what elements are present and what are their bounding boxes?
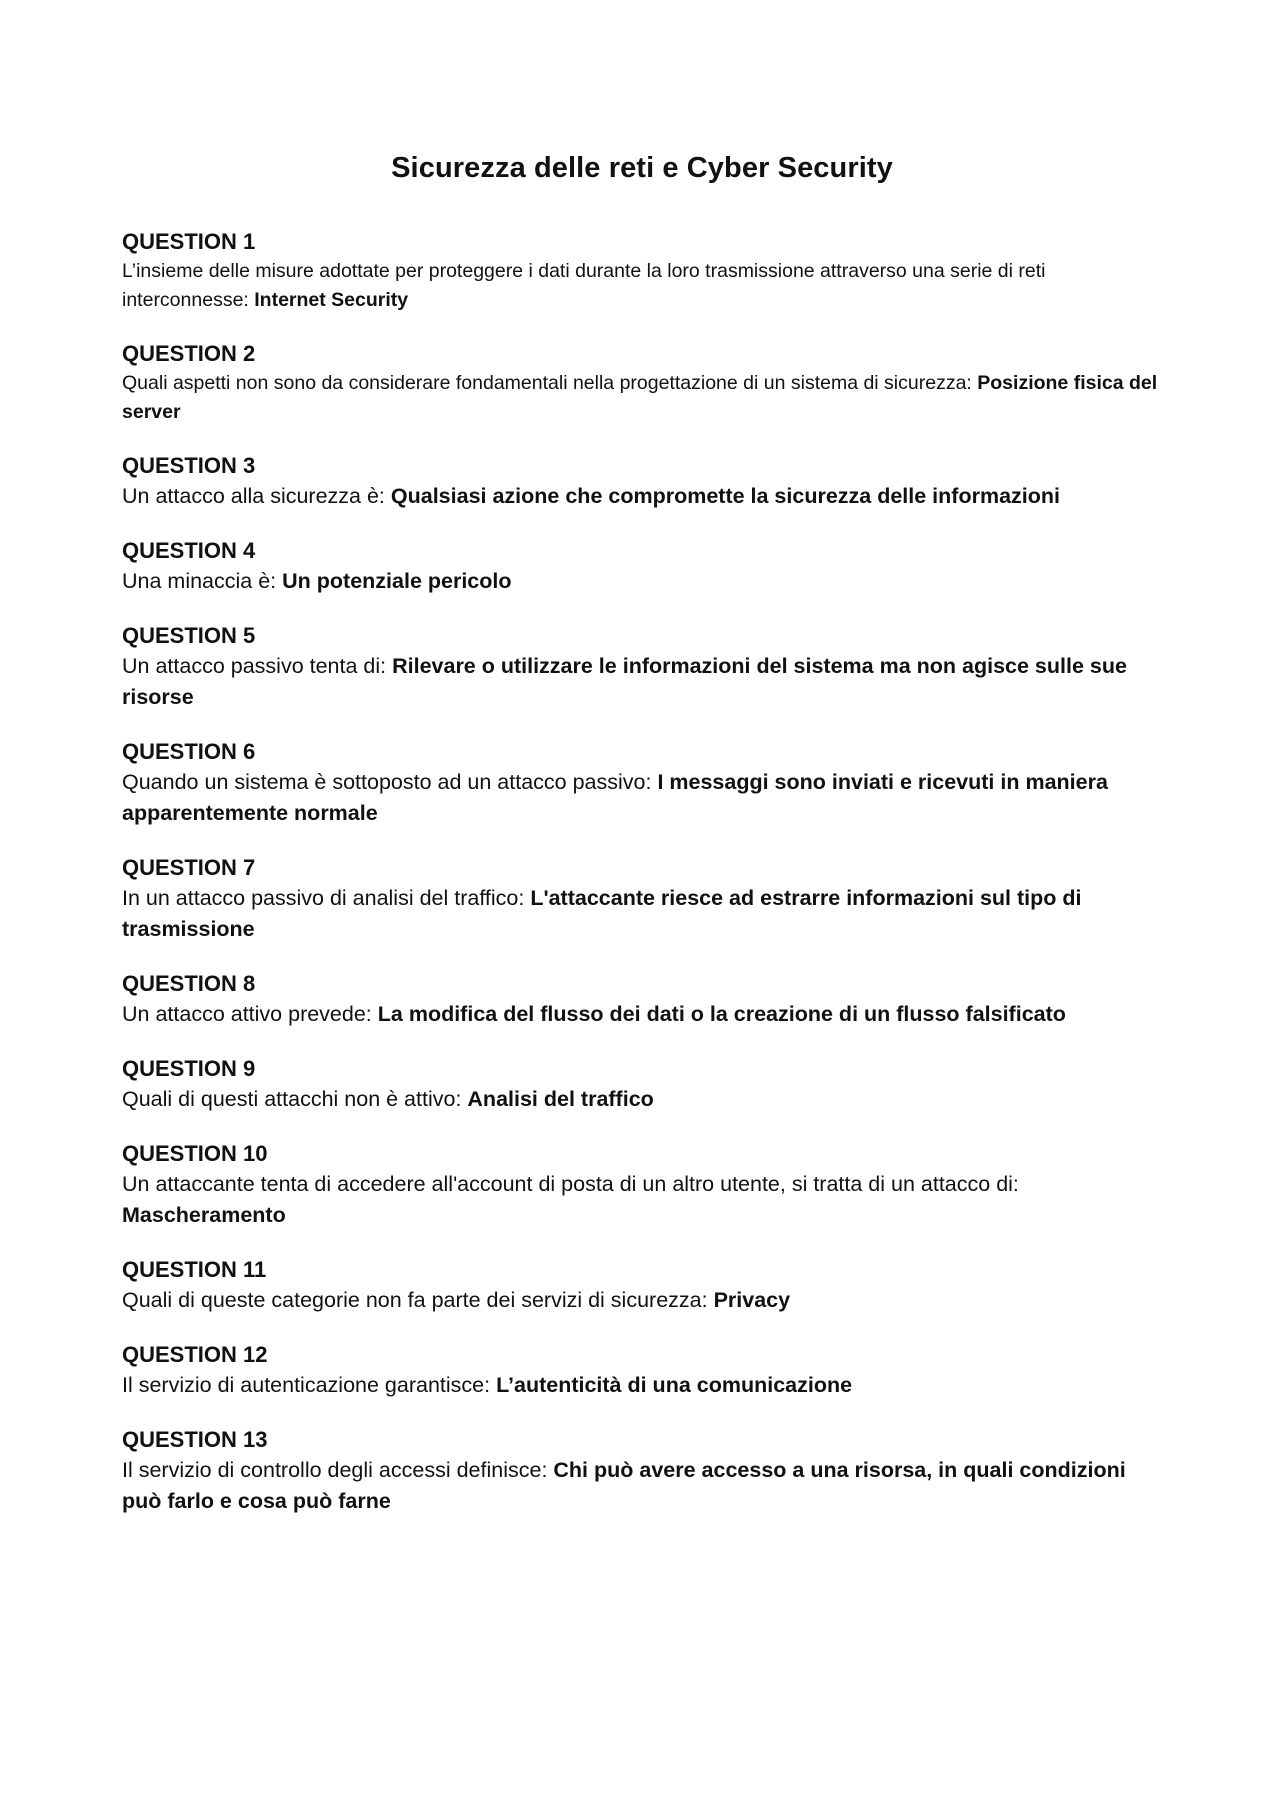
document-title: Sicurezza delle reti e Cyber Security — [391, 152, 893, 184]
question-text: Un attacco attivo prevede: — [122, 1002, 378, 1026]
question-block — [122, 451, 1162, 512]
document-page — [122, 152, 1162, 1541]
question-label: QUESTION 2 — [122, 341, 256, 366]
question-answer: Chi può avere accesso a una risorsa, in quali condizioni può farlo e cosa può farne — [122, 1458, 1126, 1513]
question-body — [122, 566, 1162, 597]
question-text: Un attacco alla sicurezza è: — [122, 484, 391, 508]
question-label: QUESTION 10 — [122, 1141, 268, 1166]
question-text: Il servizio di controllo degli accessi definisce: — [122, 1458, 554, 1482]
question-body — [122, 1084, 1162, 1115]
question-answer: Qualsiasi azione che compromette la sicurezza delle informazioni — [390, 484, 1060, 508]
question-answer: Un potenziale pericolo — [282, 569, 512, 593]
question-block — [122, 1054, 1162, 1115]
question-text: Quando un sistema è sottoposto ad un attacco passivo: — [122, 770, 658, 794]
question-block — [122, 1139, 1162, 1231]
question-answer: La modifica del flusso dei dati o la creazione di un flusso falsificato — [377, 1002, 1066, 1026]
question-block — [122, 737, 1162, 829]
question-block — [122, 621, 1162, 713]
question-text: In un attacco passivo di analisi del traffico: — [122, 886, 531, 910]
question-block — [122, 339, 1162, 427]
question-answer: Posizione fisica del server — [122, 372, 1158, 423]
question-label: QUESTION 6 — [122, 739, 256, 764]
question-text: Quali aspetti non sono da considerare fondamentali nella progettazione di un sistema di sicurezza: — [122, 372, 978, 394]
question-answer: Mascheramento — [122, 1203, 286, 1227]
question-block — [122, 536, 1162, 597]
question-label: QUESTION 12 — [122, 1342, 268, 1367]
question-text: L’insieme delle misure adottate per proteggere i dati durante la loro trasmissione attraverso una serie di reti interconnesse: — [122, 260, 1046, 311]
question-body — [122, 257, 1162, 315]
question-body — [122, 1370, 1162, 1401]
question-block — [122, 969, 1162, 1030]
question-label: QUESTION 3 — [122, 453, 256, 478]
question-block — [122, 1255, 1162, 1316]
question-answer: L’autenticità di una comunicazione — [496, 1373, 853, 1397]
question-text: Un attacco passivo tenta di: — [122, 654, 393, 678]
question-block — [122, 1425, 1162, 1517]
question-label: QUESTION 11 — [122, 1257, 267, 1282]
question-body — [122, 883, 1162, 945]
question-body — [122, 651, 1162, 713]
question-text: Quali di queste categorie non fa parte dei servizi di sicurezza: — [122, 1288, 714, 1312]
question-body — [122, 767, 1162, 829]
question-answer: Analisi del traffico — [467, 1087, 654, 1111]
question-label: QUESTION 8 — [122, 971, 256, 996]
question-body — [122, 369, 1162, 427]
question-label: QUESTION 4 — [122, 538, 256, 563]
question-text: Quali di questi attacchi non è attivo: — [122, 1087, 468, 1111]
question-block — [122, 227, 1162, 315]
question-body — [122, 1169, 1162, 1231]
question-text: Il servizio di autenticazione garantisce: — [122, 1373, 497, 1397]
question-label: QUESTION 5 — [122, 623, 256, 648]
question-block — [122, 1340, 1162, 1401]
question-body — [122, 1285, 1162, 1316]
question-answer: I messaggi sono inviati e ricevuti in maniera apparentemente normale — [122, 770, 1108, 825]
question-text: Una minaccia è: — [122, 569, 283, 593]
question-text: Un attaccante tenta di accedere all'account di posta di un altro utente, si tratta di un attacco di: — [122, 1172, 1019, 1196]
question-answer: Privacy — [713, 1288, 791, 1312]
question-label: QUESTION 1 — [122, 229, 256, 254]
question-answer: Rilevare o utilizzare le informazioni del sistema ma non agisce sulle sue risorse — [122, 654, 1127, 709]
question-answer: L'attaccante riesce ad estrarre informazioni sul tipo di trasmissione — [122, 886, 1082, 941]
question-label: QUESTION 9 — [122, 1056, 256, 1081]
question-label: QUESTION 7 — [122, 855, 256, 880]
question-block — [122, 853, 1162, 945]
question-answer: Internet Security — [254, 289, 409, 311]
question-body — [122, 481, 1162, 512]
question-label: QUESTION 13 — [122, 1427, 268, 1452]
question-body — [122, 1455, 1162, 1517]
question-body — [122, 999, 1162, 1030]
